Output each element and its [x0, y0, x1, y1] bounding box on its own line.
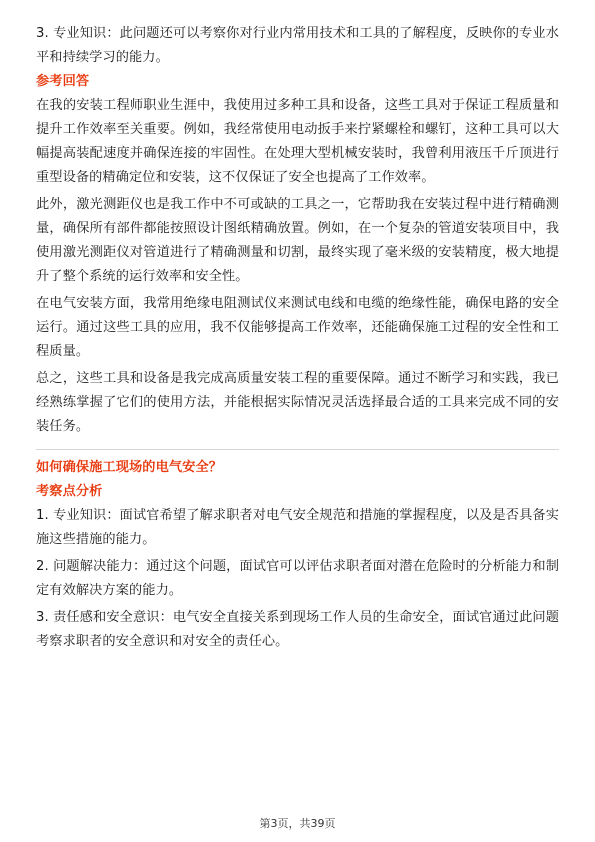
question-heading: 如何确保施工现场的电气安全？: [36, 460, 223, 475]
analysis-item-2: 2. 问题解决能力：通过这个问题，面试官可以评估求职者面对潜在危险时的分析能力和制定有效解决方案的能力。: [36, 559, 559, 598]
document-page: [36, 22, 559, 654]
answer-paragraph-2: 此外，激光测距仪也是我工作中不可或缺的工具之一，它帮助我在安装过程中进行精确测量，确保所有部件都能按照设计图纸精确放置。例如，在一个复杂的管道安装项目中，我使用激光测距仪对管道进行了精确测量和切割，最终实现了毫米级的安装精度，极大地提升了整个系统的运行效率和安全性。: [36, 197, 559, 284]
analysis-item-1: 1. 专业知识：面试官希望了解求职者对电气安全规范和措施的掌握程度，以及是否具备实施这些措施的能力。: [36, 508, 559, 547]
section-divider: [36, 449, 559, 450]
analysis-item-3b: 3. 责任感和安全意识：电气安全直接关系到现场工作人员的生命安全，面试官通过此问题考察求职者的安全意识和对安全的责任心。: [36, 610, 559, 649]
page-number: 第3页，共39页: [259, 817, 336, 830]
analysis-heading: 考察点分析: [36, 484, 103, 499]
answer-paragraph-3: 在电气安装方面，我常用绝缘电阻测试仪来测试电线和电缆的绝缘性能，确保电路的安全运行。通过这些工具的应用，我不仅能够提高工作效率，还能确保施工过程的安全性和工程质量。: [36, 296, 559, 359]
answer-paragraph-4: 总之，这些工具和设备是我完成高质量安装工程的重要保障。通过不断学习和实践，我已经熟练掌握了它们的使用方法，并能根据实际情况灵活选择最合适的工具来完成不同的安装任务。: [36, 371, 559, 434]
answer-paragraph-1: 在我的安装工程师职业生涯中，我使用过多种工具和设备，这些工具对于保证工程质量和提升工作效率至关重要。例如，我经常使用电动扳手来拧紧螺栓和螺钉，这种工具可以大幅提高装配速度并确保连接的牢固性。在处理大型机械安装时，我曾利用液压千斤顶进行重型设备的精确定位和安装，这不仅保证了安全也提高了工作效率。: [36, 98, 559, 185]
analysis-item-3: 3. 专业知识：此问题还可以考察你对行业内常用技术和工具的了解程度，反映你的专业水平和持续学习的能力。: [36, 26, 559, 65]
answer-heading: 参考回答: [36, 74, 90, 89]
